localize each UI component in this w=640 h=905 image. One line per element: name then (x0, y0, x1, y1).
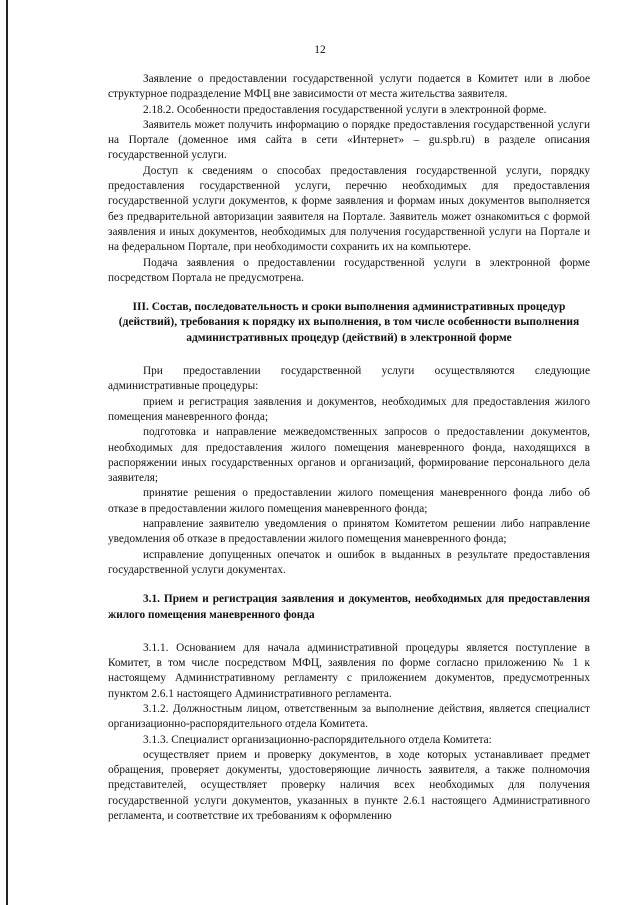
section-heading: III. Состав, последовательность и сроки выполнения административных процедур (действий), требования к порядку их выполнения, в том числе особенности выполнения административных процедур (действий) в электронной форме (118, 301, 580, 344)
spacer (108, 286, 590, 300)
paragraph: Заявление о предоставлении государственной услуги подается в Комитет или в любое структурное подразделение МФЦ вне зависимости от места жительства заявителя. (108, 73, 590, 101)
paragraph: направление заявителю уведомления о принятом Комитетом решении либо направление уведомления об отказе в предоставлении жилого помещения маневренного фонда; (108, 518, 590, 546)
subsection-heading: 3.1. Прием и регистрация заявления и документов, необходимых для предоставления жилого помещения маневренного фонда (108, 593, 590, 621)
paragraph: 3.1.2. Должностным лицом, ответственным за выполнение действия, является специалист организационно-распорядительного отдела Комитета. (108, 702, 590, 731)
paragraph: подготовка и направление межведомственных запросов о предоставлении документов, необходимых для предоставления жилого помещения маневренного фонда, находящихся в распоряжении иных государственных органов и организаций, формирование персонального дела заявителя; (108, 426, 590, 485)
paragraph: прием и регистрация заявления и документов, необходимых для предоставления жилого помещения маневренного фонда; (108, 395, 590, 423)
paragraph: осуществляет прием и проверку документов, в ходе которых устанавливает предмет обращения, проверяет документы, удостоверяющие личность заявителя, а также полномочия представителей, осуществляет проверку наличия всех необходимых для получения государственной услуги документов, указанных в пункте 2.6.1 настоящего Административного регламента, и соответствие их требованиям к оформлению (108, 748, 590, 823)
document-body (108, 72, 590, 824)
paragraph: Доступ к сведениям о способах предоставления государственной услуги, порядку предоставления государственной услуги, перечню необходимых для предоставления государственной услуги документов, к форме заявления и формам иных документов выполняется без предварительной авторизации заявителя на Портале. Заявитель может ознакомиться с формой заявления и иных документов, необходимых для получения государственной услуги на Портале и на федеральном Портале, при необходимости сохранить их на компьютере. (108, 164, 590, 254)
page-number: 12 (314, 44, 326, 56)
paragraph: Заявитель может получить информацию о порядке предоставления государственной услуги на Портале (доменное имя сайта в сети «Интернет» – gu.spb.ru) в разделе описания государственной услуги. (108, 118, 590, 162)
paragraph: принятие решения о предоставлении жилого помещения маневренного фонда либо об отказе в предоставлении жилого помещения маневренного фонда; (108, 487, 590, 515)
spacer (108, 346, 590, 364)
paragraph: исправление допущенных опечаток и ошибок в выданных в результате предоставления государственной услуги документах. (108, 548, 590, 576)
paragraph: Подача заявления о предоставлении государственной услуги в электронной форме посредством Портала не предусмотрена. (108, 256, 590, 284)
paragraph: 3.1.1. Основанием для начала административной процедуры является поступление в Комитет, в том числе посредством МФЦ, заявления по форме согласно приложению № 1 к настоящему Административному регламенту с приложением документов, предусмотренных пунктом 2.6.1 настоящего Административного регламента. (108, 641, 590, 700)
paragraph: 3.1.3. Специалист организационно-распорядительного отдела Комитета: (143, 733, 492, 746)
spacer (108, 623, 590, 641)
spacer (108, 578, 590, 592)
page-edge-line (6, 0, 8, 905)
paragraph: 2.18.2. Особенности предоставления государственной услуги в электронной форме. (143, 103, 547, 116)
paragraph: При предоставлении государственной услуги осуществляются следующие административные процедуры: (108, 365, 590, 393)
